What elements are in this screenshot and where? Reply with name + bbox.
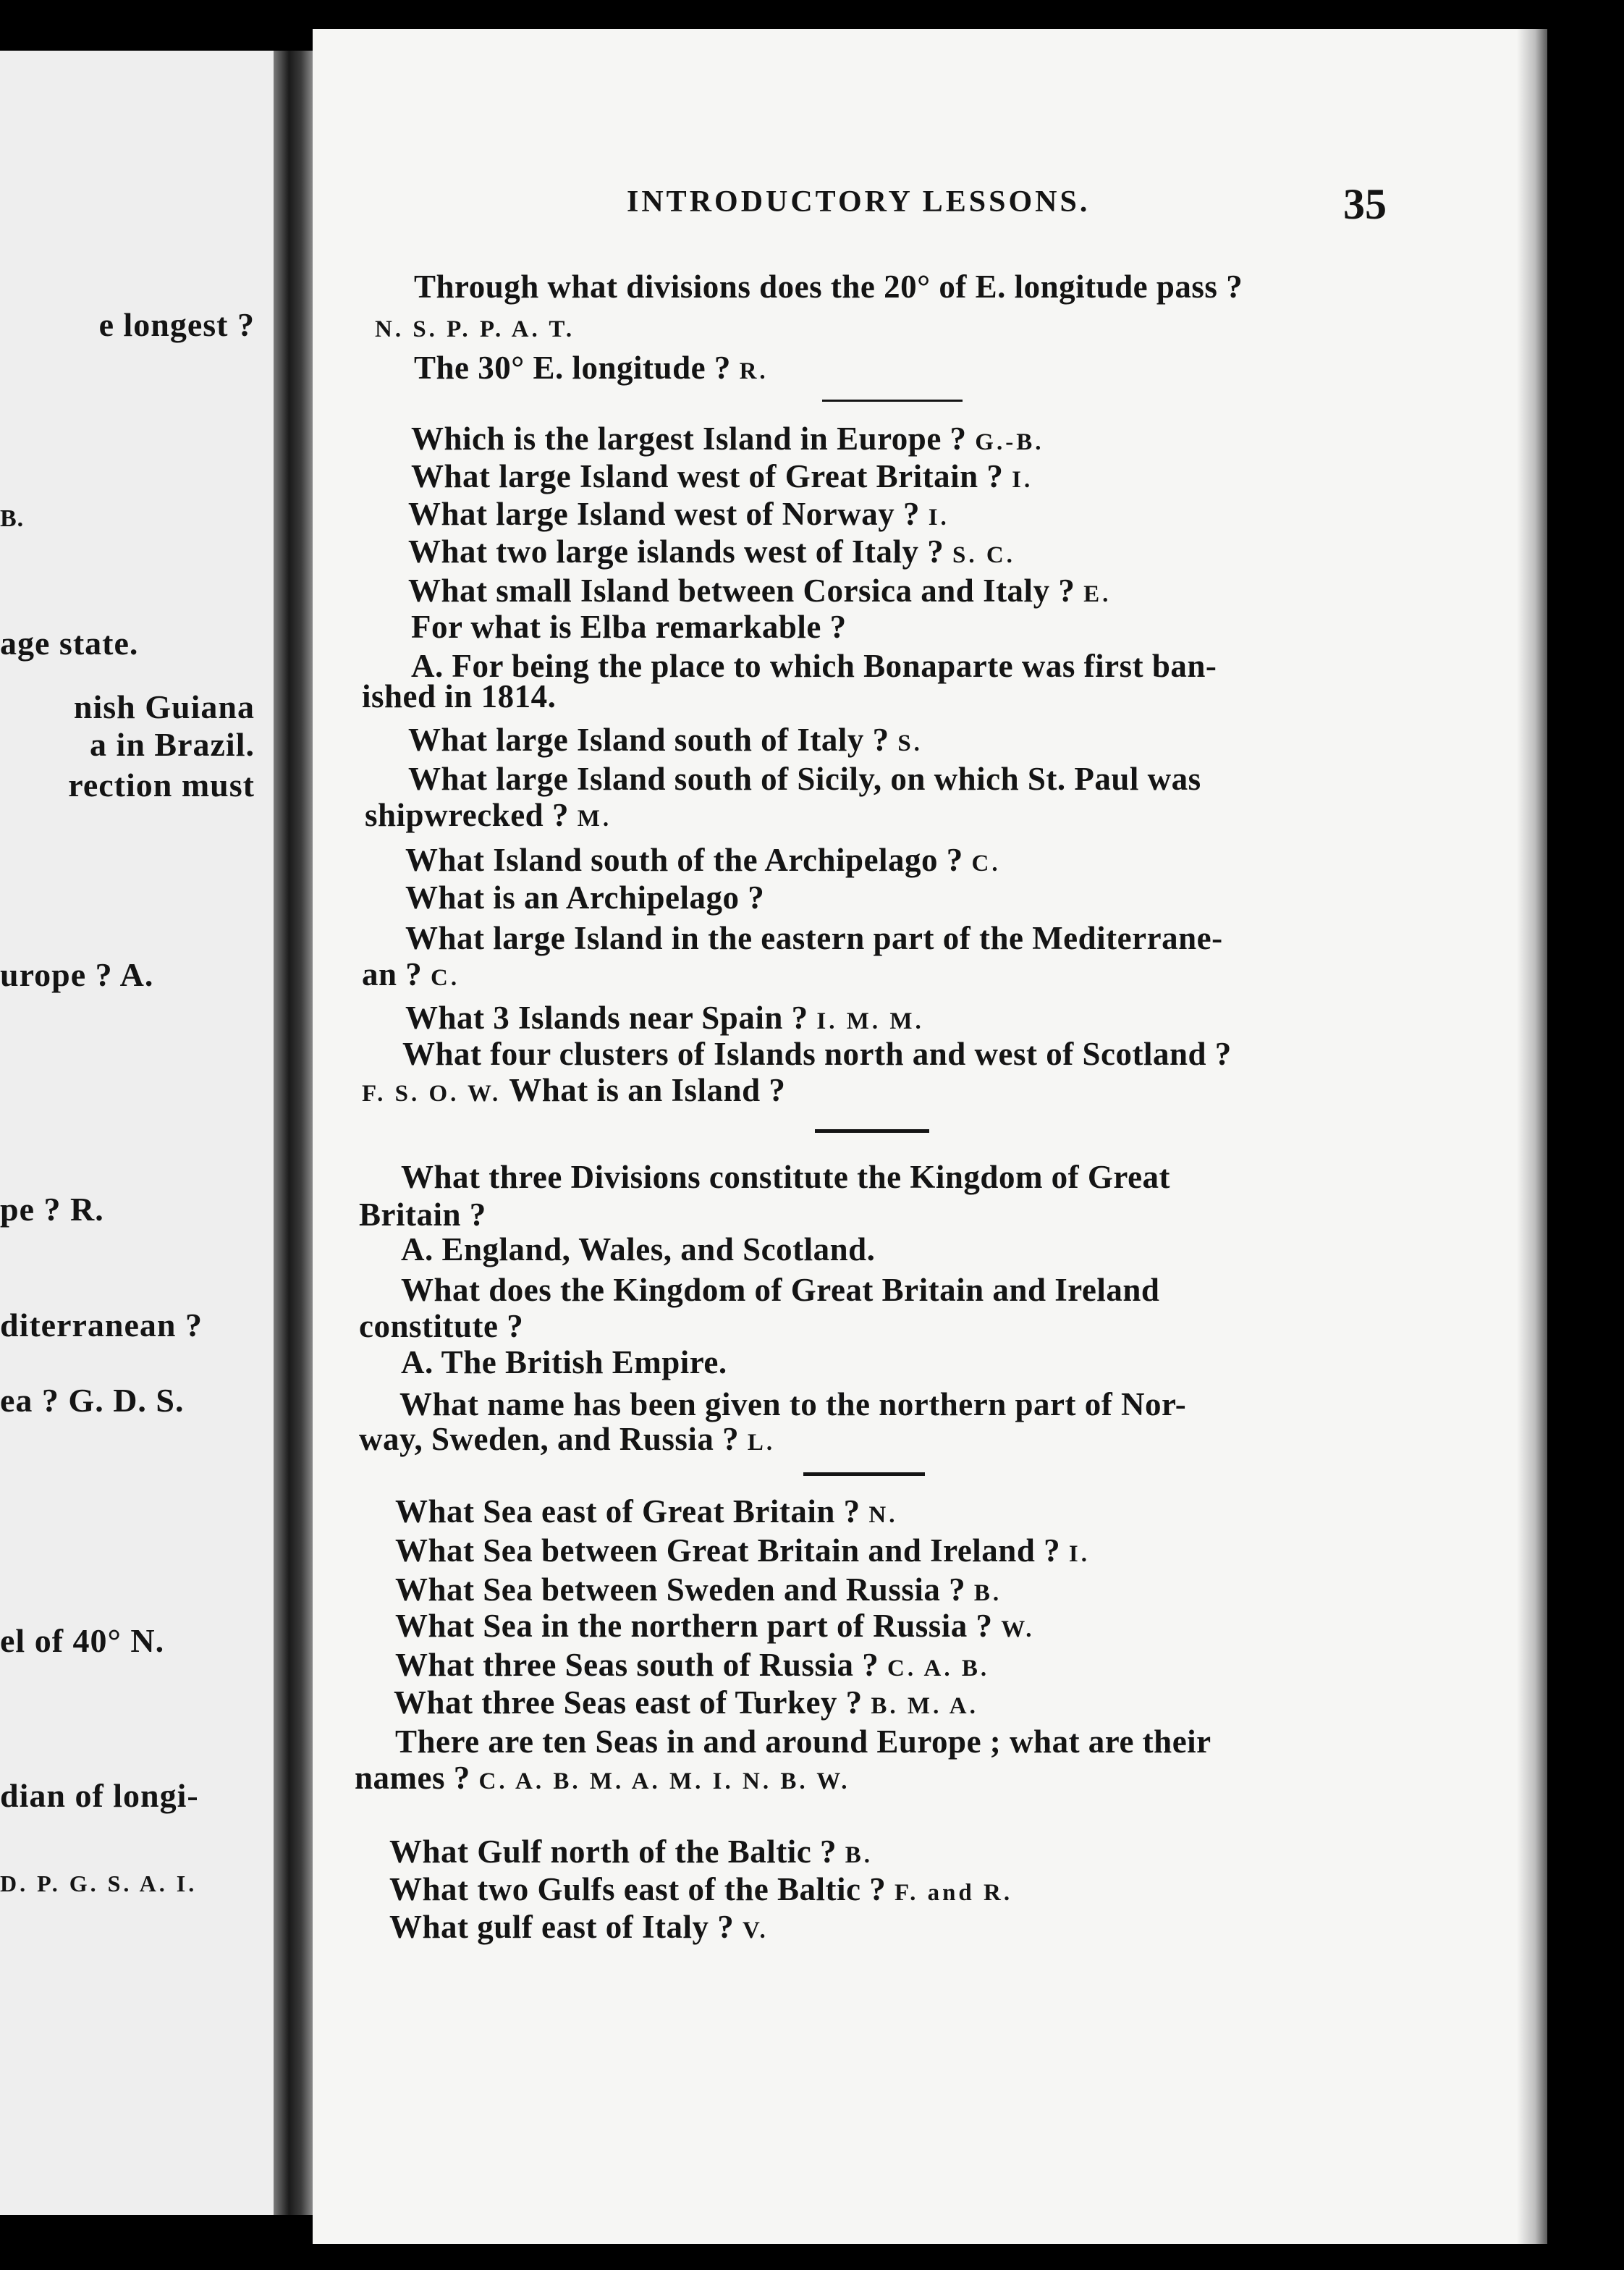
text-line [359, 1307, 523, 1345]
answer-initials: S. [897, 730, 923, 756]
text-line [408, 572, 1111, 609]
text-line [405, 841, 1001, 879]
left-fragment: a in Brazil. [90, 726, 255, 763]
question-text: A. England, Wales, and Scotland. [401, 1231, 876, 1267]
question-text: What large Island west of Great Britain ? [411, 458, 1004, 494]
text-line [405, 999, 924, 1037]
question-text: The 30° E. longitude ? [414, 350, 731, 386]
text-line [402, 1035, 1232, 1073]
text-line [362, 678, 556, 715]
answer-initials: C. [431, 965, 460, 991]
question-text: constitute ? [359, 1308, 524, 1344]
question-text: What Sea in the northern part of Russia ? [395, 1608, 993, 1644]
question-text: What two large islands west of Italy ? [408, 533, 944, 570]
text-line [414, 349, 769, 387]
text-line [355, 1759, 850, 1797]
question-text: What Gulf north of the Baltic ? [389, 1834, 837, 1870]
question-text: What three Seas east of Turkey ? [394, 1684, 863, 1721]
text-line [362, 955, 460, 993]
answer-initials: C. A. B. M. A. M. I. N. B. W. [478, 1768, 850, 1794]
page-edge [1517, 29, 1547, 2244]
book-gutter [274, 51, 313, 2215]
answer-initials: E. [1083, 581, 1112, 607]
question-text: Through what divisions does the 20° of E. longitude pass ? [414, 269, 1243, 305]
question-text: Britain ? [359, 1197, 486, 1233]
text-line [411, 457, 1033, 495]
question-text: What is an Archipelago ? [405, 879, 765, 916]
question-text: What gulf east of Italy ? [389, 1909, 735, 1945]
answer-initials: V. [742, 1917, 769, 1944]
left-page [0, 51, 274, 2215]
question-text: What large Island west of Norway ? [408, 496, 920, 532]
question-text: shipwrecked ? [365, 797, 569, 833]
left-fragment: rection must [68, 767, 255, 803]
running-head: INTRODUCTORY LESSONS. [627, 185, 1091, 219]
answer-initials: I. M. M. [816, 1008, 924, 1034]
answer-initials: G.-B. [975, 429, 1044, 455]
left-fragment: dian of longi- [0, 1777, 199, 1814]
question-text: What large Island south of Italy ? [408, 722, 889, 758]
text-line [399, 1385, 1186, 1423]
answer-initials: B. [973, 1580, 1002, 1606]
answer-initials: C. A. B. [887, 1655, 990, 1682]
text-line [359, 1196, 486, 1233]
left-fragment: el of 40° N. [0, 1622, 165, 1659]
answer-initials: N. [868, 1502, 898, 1528]
question-text: What Sea between Great Britain and Ireland ? [395, 1532, 1061, 1569]
text-line [362, 1071, 785, 1109]
section-divider [822, 400, 963, 402]
left-fragment: e longest ? [98, 306, 255, 343]
text-line [395, 1607, 1035, 1645]
text-line [389, 1833, 873, 1870]
text-line [411, 608, 847, 646]
page-number: 35 [1343, 180, 1387, 228]
answer-initials: B. M. A. [871, 1693, 978, 1719]
text-line [411, 420, 1044, 457]
text-line [389, 1870, 1012, 1908]
question-text: names ? [355, 1760, 470, 1796]
left-fragment: ea ? G. D. S. [0, 1382, 185, 1419]
text-line [375, 307, 575, 345]
question-text: an ? [362, 956, 423, 992]
question-text: way, Sweden, and Russia ? [359, 1421, 740, 1457]
answer-initials: B. [845, 1842, 874, 1868]
question-text: What large Island south of Sicily, on which St. Paul was [408, 761, 1201, 797]
question-text: What does the Kingdom of Great Britain and Ireland [401, 1272, 1160, 1308]
answer-initials: L. [747, 1430, 776, 1456]
text-line [401, 1158, 1170, 1196]
question-text: For what is Elba remarkable ? [411, 609, 847, 645]
text-line [395, 1571, 1002, 1608]
answer-initials: I. [1012, 467, 1033, 493]
question-text: There are ten Seas in and around Europe ; what are their [395, 1723, 1211, 1760]
answer-initials: S. C. [952, 542, 1015, 568]
answer-initials: F. S. O. W. [362, 1081, 502, 1107]
text-line [365, 796, 612, 834]
answer-initials: N. S. P. P. A. T. [375, 316, 575, 342]
text-line [405, 879, 764, 916]
answer-initials: I. [1068, 1541, 1090, 1567]
left-fragment: D. P. G. S. A. I. [0, 1870, 198, 1896]
left-fragment: nish Guiana [73, 688, 255, 725]
text-line [414, 268, 1243, 305]
question-text: What small Island between Corsica and Italy ? [408, 573, 1075, 609]
text-line [395, 1493, 897, 1530]
left-fragment: urope ? A. [0, 956, 154, 993]
left-fragment: B. [0, 505, 25, 532]
question-text: What Sea between Sweden and Russia ? [395, 1571, 966, 1608]
left-fragment: pe ? R. [0, 1191, 104, 1228]
text-line [408, 760, 1201, 798]
question-text: Which is the largest Island in Europe ? [411, 421, 967, 457]
text-line [401, 1271, 1159, 1309]
question-text: What three Divisions constitute the Kingdom of Great [401, 1159, 1171, 1195]
question-text: What two Gulfs east of the Baltic ? [389, 1871, 887, 1907]
text-line [394, 1684, 978, 1721]
section-divider [815, 1129, 929, 1133]
text-line [408, 721, 923, 759]
text-line [401, 1231, 875, 1268]
left-fragment: diterranean ? [0, 1307, 203, 1343]
answer-initials: R. [739, 358, 769, 384]
question-text: What 3 Islands near Spain ? [405, 1000, 808, 1036]
text-line [359, 1420, 775, 1458]
question-text: What Sea east of Great Britain ? [395, 1493, 860, 1529]
answer-initials: F. and R. [894, 1880, 1013, 1906]
question-text: What three Seas south of Russia ? [395, 1647, 879, 1683]
question-text: What is an Island ? [509, 1072, 786, 1108]
question-text: A. For being the place to which Bonaparte was first ban- [411, 648, 1217, 684]
text-line [408, 495, 950, 533]
question-text: What large Island in the eastern part of the Mediterrane- [405, 920, 1223, 956]
question-text: What four clusters of Islands north and west of Scotland ? [402, 1036, 1232, 1072]
answer-initials: W. [1001, 1616, 1035, 1642]
text-line [405, 919, 1223, 957]
question-text: A. The British Empire. [401, 1344, 727, 1380]
text-line [395, 1723, 1211, 1760]
answer-initials: M. [577, 806, 612, 832]
answer-initials: I. [928, 505, 950, 531]
left-fragment: age state. [0, 625, 139, 662]
text-line [408, 533, 1015, 570]
text-line [389, 1908, 769, 1946]
question-text: ished in 1814. [362, 678, 557, 714]
question-text: What Island south of the Archipelago ? [405, 842, 963, 878]
answer-initials: C. [971, 851, 1001, 877]
question-text: What name has been given to the northern part of Nor- [399, 1386, 1187, 1422]
text-line [395, 1532, 1090, 1569]
text-line [395, 1646, 989, 1684]
section-divider [803, 1472, 925, 1476]
text-line [401, 1343, 727, 1381]
